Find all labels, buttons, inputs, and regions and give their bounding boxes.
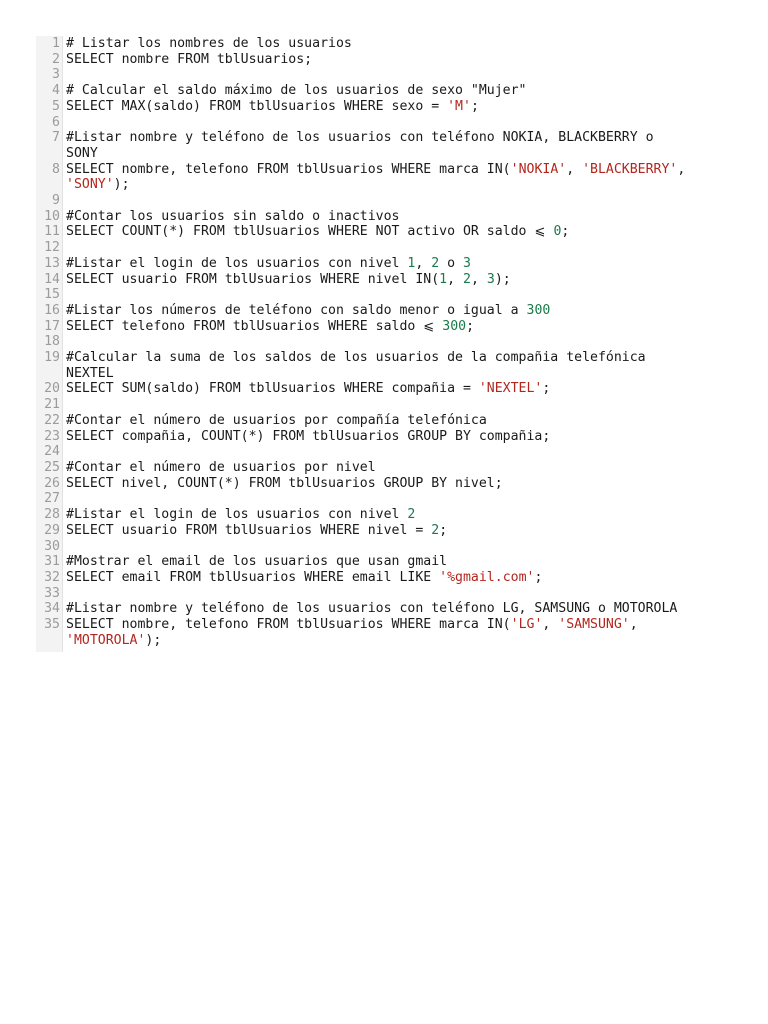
line-number: 21	[44, 397, 60, 413]
line-number: 31	[44, 554, 60, 570]
code-line	[66, 491, 736, 507]
line-number: 15	[44, 287, 60, 303]
line-number: 6	[52, 114, 60, 130]
operator: ⩽	[423, 318, 435, 334]
code-text: ,	[542, 617, 559, 633]
code-line	[66, 256, 736, 272]
code-line	[66, 130, 736, 161]
code-line	[66, 617, 736, 648]
code-text: SELECT nombre FROM tblUsuarios;	[66, 51, 313, 67]
line-number: 32	[44, 569, 60, 585]
code-text: ,	[415, 255, 432, 271]
code-text: SELECT email FROM tblUsuarios WHERE email LIKE	[66, 569, 440, 585]
code-text: ,	[470, 271, 487, 287]
code-text: ,	[447, 271, 464, 287]
code-line	[66, 67, 736, 83]
code-line	[66, 83, 736, 99]
code-line	[66, 397, 736, 413]
code-line	[66, 539, 736, 555]
string-literal: 'LG'	[510, 617, 543, 633]
string-literal: 'SONY'	[66, 177, 114, 193]
code-text: SELECT telefono FROM tblUsuarios WHERE saldo	[66, 318, 424, 334]
line-number: 24	[44, 444, 60, 460]
code-text: ,	[677, 161, 686, 177]
code-lines[interactable]	[63, 36, 736, 652]
line-number: 30	[44, 538, 60, 554]
line-number: 13	[44, 255, 60, 271]
number-literal: 1	[407, 255, 416, 271]
line-number: 1	[52, 36, 60, 51]
code-editor	[36, 36, 736, 652]
code-line	[66, 570, 736, 586]
number-literal: 2	[463, 271, 471, 287]
line-number: 33	[44, 585, 60, 601]
line-number: 16	[44, 302, 60, 318]
code-text: ;	[470, 98, 479, 114]
code-text: #Listar el login de los usuarios con nivel	[66, 507, 408, 523]
line-number: 17	[44, 318, 60, 334]
code-text: #Listar el login de los usuarios con nivel	[66, 255, 408, 271]
line-number: 20	[44, 381, 60, 397]
line-number-gutter	[36, 36, 63, 652]
code-line	[66, 413, 736, 429]
code-text: );	[113, 177, 130, 193]
code-line	[66, 36, 736, 52]
number-literal: 0	[553, 224, 562, 240]
code-text: ;	[542, 381, 551, 397]
code-text: ,	[629, 617, 638, 633]
code-text: ,	[566, 161, 583, 177]
code-line	[66, 476, 736, 492]
code-text: SELECT nivel, COUNT(*) FROM tblUsuarios GROUP BY nivel;	[66, 475, 503, 491]
number-literal: 3	[486, 271, 495, 287]
string-literal: 'BLACKBERRY'	[582, 161, 678, 177]
line-number: 7	[52, 130, 60, 146]
operator: ⩽	[534, 224, 546, 240]
code-text: #Contar los usuarios sin saldo o inactivos	[66, 208, 400, 224]
code-text: # Calcular el saldo máximo de los usuarios de sexo "Mujer"	[66, 83, 527, 99]
code-line	[66, 99, 736, 115]
number-literal: 300	[526, 302, 551, 318]
string-literal: 'SAMSUNG'	[558, 617, 630, 633]
line-number: 34	[44, 601, 60, 617]
code-line	[66, 272, 736, 288]
code-line	[66, 507, 736, 523]
code-text: #Contar el número de usuarios por nivel	[66, 459, 376, 475]
code-line	[66, 224, 736, 240]
code-text: SELECT COUNT(*) FROM tblUsuarios WHERE NOT activo OR saldo	[66, 224, 535, 240]
line-number: 19	[44, 350, 60, 366]
code-line	[66, 162, 736, 193]
string-literal: '%gmail.com'	[439, 569, 535, 585]
code-text: #Mostrar el email de los usuarios que usan gmail	[66, 554, 448, 570]
code-line	[66, 601, 736, 617]
code-line	[66, 303, 736, 319]
code-text: #Listar nombre y teléfono de los usuarios con teléfono LG, SAMSUNG o MOTOROLA	[66, 601, 678, 617]
line-number: 9	[52, 193, 60, 209]
code-line	[66, 193, 736, 209]
code-text: # Listar los nombres de los usuarios	[66, 36, 352, 51]
code-text: SELECT SUM(saldo) FROM tblUsuarios WHERE compañia =	[66, 381, 479, 397]
string-literal: 'M'	[447, 98, 471, 114]
code-text: SELECT usuario FROM tblUsuarios WHERE nivel =	[66, 522, 432, 538]
string-literal: 'MOTOROLA'	[66, 632, 146, 648]
line-number: 28	[44, 507, 60, 523]
code-text: );	[145, 632, 162, 648]
code-line	[66, 523, 736, 539]
line-number-continuation	[40, 146, 60, 162]
number-literal: 2	[431, 255, 440, 271]
code-line	[66, 444, 736, 460]
code-text: ;	[466, 318, 475, 334]
line-number: 5	[52, 98, 60, 114]
string-literal: 'NEXTEL'	[478, 381, 543, 397]
code-line	[66, 586, 736, 602]
code-line	[66, 115, 736, 131]
number-literal: 300	[442, 318, 467, 334]
code-text: SELECT MAX(saldo) FROM tblUsuarios WHERE sexo =	[66, 98, 448, 114]
line-number: 8	[52, 161, 60, 177]
code-line	[66, 334, 736, 350]
line-number: 12	[44, 240, 60, 256]
number-literal: 3	[463, 255, 471, 271]
string-literal: 'NOKIA'	[510, 161, 567, 177]
code-text: ;	[534, 569, 543, 585]
code-text: #Listar los números de teléfono con saldo menor o igual a	[66, 302, 527, 318]
line-number: 14	[44, 271, 60, 287]
line-number: 10	[44, 208, 60, 224]
line-number: 25	[44, 459, 60, 475]
line-number: 3	[52, 67, 60, 83]
code-text: SELECT usuario FROM tblUsuarios WHERE nivel IN(	[66, 271, 440, 287]
code-text: ;	[439, 522, 448, 538]
line-number: 27	[44, 491, 60, 507]
number-literal: 2	[407, 507, 416, 523]
number-literal: 2	[431, 522, 440, 538]
code-line	[66, 350, 736, 381]
code-text: SELECT compañia, COUNT(*) FROM tblUsuarios GROUP BY compañia;	[66, 428, 551, 444]
code-line	[66, 52, 736, 68]
line-number: 2	[52, 51, 60, 67]
line-number: 22	[44, 412, 60, 428]
code-line	[66, 460, 736, 476]
line-number-continuation	[40, 177, 60, 193]
line-number-continuation	[40, 366, 60, 382]
line-number: 4	[52, 83, 60, 99]
code-text: SELECT nombre, telefono FROM tblUsuarios WHERE marca IN(	[66, 617, 511, 633]
code-line	[66, 381, 736, 397]
line-number: 26	[44, 475, 60, 491]
code-text: #Listar nombre y teléfono de los usuarios con teléfono NOKIA, BLACKBERRY o SONY	[66, 130, 654, 161]
code-text: SELECT nombre, telefono FROM tblUsuarios WHERE marca IN(	[66, 161, 511, 177]
number-literal: 1	[439, 271, 448, 287]
code-line	[66, 240, 736, 256]
code-text: o	[439, 255, 464, 271]
code-line	[66, 429, 736, 445]
line-number: 23	[44, 428, 60, 444]
line-number-continuation	[40, 633, 60, 649]
code-line	[66, 287, 736, 303]
line-number: 29	[44, 522, 60, 538]
line-number: 11	[44, 224, 60, 240]
code-line	[66, 209, 736, 225]
code-text: #Contar el número de usuarios por compañía telefónica	[66, 412, 487, 428]
code-text: #Calcular la suma de los saldos de los usuarios de la compañia telefónica NEXTEL	[66, 350, 646, 381]
code-line	[66, 554, 736, 570]
line-number: 18	[44, 334, 60, 350]
code-text: );	[494, 271, 511, 287]
code-line	[66, 319, 736, 335]
code-text: ;	[561, 224, 570, 240]
line-number: 35	[44, 617, 60, 633]
